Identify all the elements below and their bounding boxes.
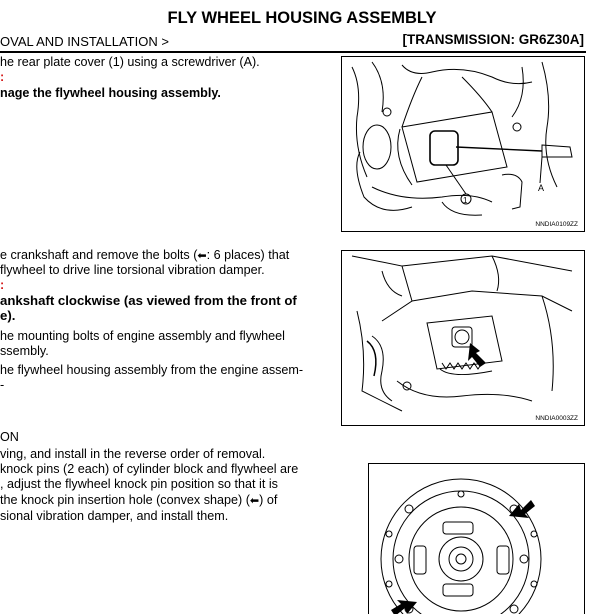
step2-caution-mark: : <box>0 278 5 292</box>
fig1-callout-a: A <box>538 183 545 193</box>
section-title: OVAL AND INSTALLATION > <box>0 34 169 49</box>
step3-line1: he mounting bolts of engine assembly and flywheel <box>0 329 285 343</box>
step4-line1: he flywheel housing assembly from the engine assem- <box>0 363 304 377</box>
knock-pin-arrow-icon: ⬅ <box>249 494 260 507</box>
step2-line1: e crankshaft and remove the bolts (⬅: 6 places) that <box>0 248 290 262</box>
bolt-arrow-icon: ⬅ <box>197 249 207 262</box>
bolt-pointer-arrow <box>468 343 486 367</box>
installation-line1: ving, and install in the reverse order of removal. <box>0 447 266 461</box>
step1-caution-text: nage the flywheel housing assembly. <box>0 86 221 100</box>
figure-flywheel-bolts <box>341 250 585 426</box>
step3-line2: ssembly. <box>0 344 49 358</box>
torsional-damper-illustration <box>369 464 584 614</box>
header-rule <box>0 51 586 53</box>
rear-plate-cover-illustration <box>342 57 584 231</box>
fig2-code: NNDIA0003ZZ <box>535 415 578 422</box>
step2-caution-line2: e). <box>0 308 16 323</box>
flywheel-bolts-illustration <box>342 251 584 425</box>
step2-line2: flywheel to drive line torsional vibration damper. <box>0 263 265 277</box>
figure-torsional-damper <box>368 463 585 614</box>
step4-line2: - <box>0 378 5 392</box>
step1-text: he rear plate cover (1) using a screwdriver (A). <box>0 55 260 69</box>
installation-line3: , adjust the flywheel knock pin position so that it is <box>0 477 278 491</box>
fig1-callout-1: 1 <box>463 196 468 205</box>
installation-line4: the knock pin insertion hole (convex shape) (⬅) of <box>0 493 278 507</box>
installation-line5: sional vibration damper, and install them. <box>0 509 229 523</box>
installation-heading: ON <box>0 430 19 444</box>
fig1-code: NNDIA0109ZZ <box>535 221 578 228</box>
transmission-label: [TRANSMISSION: GR6Z30A] <box>402 32 584 47</box>
page-title: FLY WHEEL HOUSING ASSEMBLY <box>167 9 437 27</box>
installation-line2: knock pins (2 each) of cylinder block and flywheel are <box>0 462 299 476</box>
step1-caution-mark: : <box>0 70 5 84</box>
knock-pin-pointer-upper <box>509 500 535 518</box>
step2-caution-line1: ankshaft clockwise (as viewed from the front of <box>0 293 297 308</box>
figure-rear-plate-cover <box>341 56 585 232</box>
